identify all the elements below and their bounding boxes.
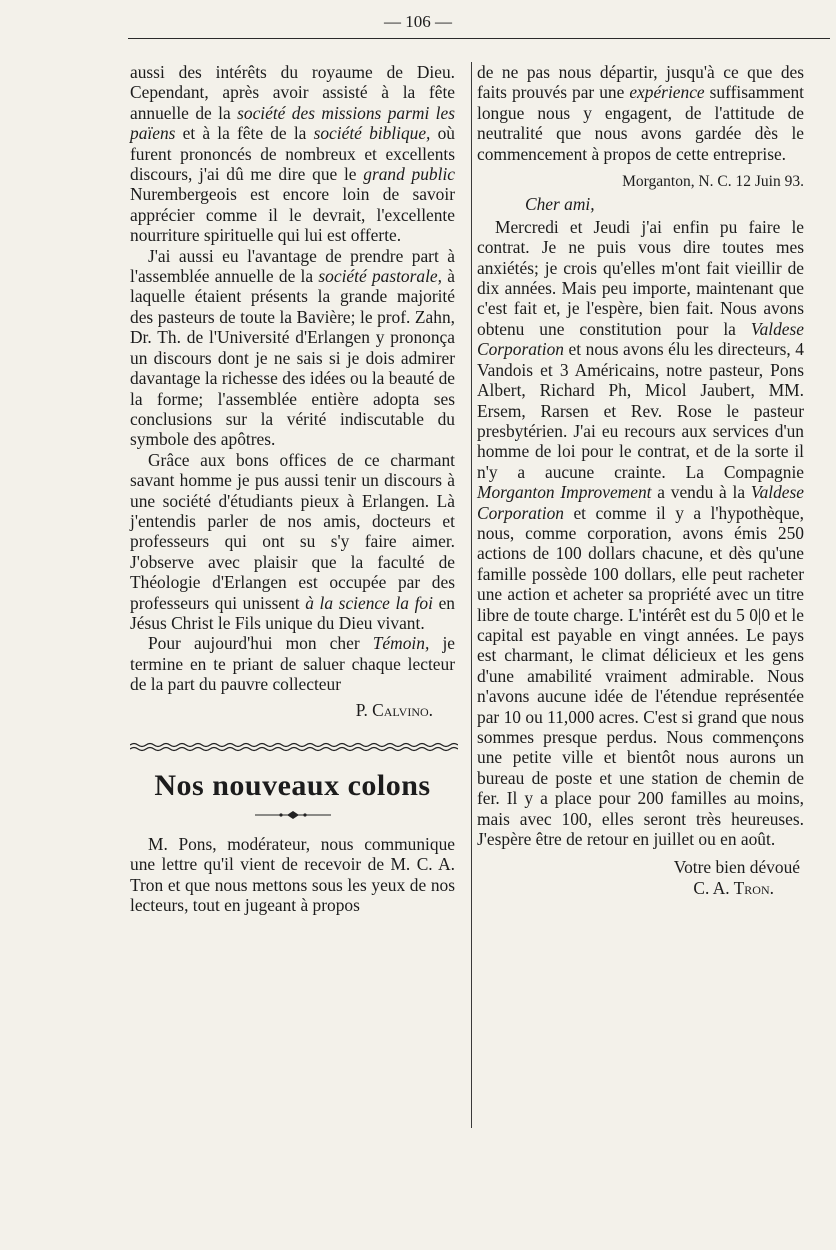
letter-dateline: Morganton, N. C. 12 Juin 93. [622,173,804,191]
letter-closing: Votre bien dévoué [673,857,800,878]
top-rule [128,38,830,39]
letter-salutation: Cher ami, [525,194,595,215]
ornament-divider [130,808,455,822]
paragraph-neutrality: de ne pas nous départir, jusqu'à ce que des faits prouvés par une expérience suffisamment longue nous y engagent, de l'attitude de neutralité que nous avons gardée dès le commencement à propos de cette entreprise. [477,62,804,164]
column-divider [471,62,472,1128]
right-column [477,62,804,898]
signature-calvino: P. Calvino. [355,699,433,720]
paragraph-pastoral-assembly: J'ai aussi eu l'avantage de prendre part à l'assemblée annuelle de la société pastorale, à laquelle étaient présents la grande majorité des pasteurs de toute la Bavière; le prof. Zahn, Dr. Th. de l'Université d'Erlangen y prononça un discours dont je ne sais si je dois admirer davantage la richesse des idées ou la beauté de la forme; l'assemblée entière adopta ses conclusions sur la vérité indiscutable du symbole des apôtres. [130,245,455,450]
section-title: Nos nouveaux colons [154,769,431,802]
left-column [130,62,455,916]
paragraph-closing: Pour aujourd'hui mon cher Témoin, je termine en te priant de saluer chaque lecteur de la part du pauvre collecteur [130,633,455,695]
page-number: — 106 — [384,12,452,31]
paragraph-letter-body: Mercredi et Jeudi j'ai enfin pu faire le contrat. Je ne puis vous dire toutes mes anxiétés; je crois qu'elles m'ont fait vieillir de dix années. Mais peu importe, maintenant que c'est fait et, je l'espère, bien fait. Nous avons obtenu une constitution pour la Valdese Corporation et nous avons élu les directeurs, 4 Vandois et 3 Américains, notre pasteur, Pons Albert, Richard Ph, Micol Jaubert, MM. Ersem, Rarsen et Rev. Rose le pasteur presbytérien. J'ai eu recours aux services d'un homme de loi pour le contrat, et de la sorte il n'y a aucune crainte. La Compagnie Morganton Improvement a vendu à la Valdese Corporation et comme il y a l'hypothèque, nous, comme corporation, avons émis 250 actions de 100 dollars chacune, et dès qu'une famille possède 100 dollars, elle peut racheter une action et acheter sa propriété avec un titre libre de toute charge. L'intérêt est du 5 0|0 et le capital est payable en vingt années. Le pays est charmant, le climat délicieux et les gens d'une amabilité vraiment admirable. Nous n'avons aucune idée de l'étendue représentée par 10 ou 11,000 acres. C'est si grand que nous sommes presque perdus. Nous commençons une petite ville et bientôt nous aurons un bureau de poste et une station de chemin de fer. Il y a place pour 200 familles au moins, mais avec 100, elles seront très heureuses. J'espère être de retour en juillet ou en août. [477,216,804,850]
wavy-rule [130,742,458,752]
paragraph-nuremberg: aussi des intérêts du royaume de Dieu. Cependant, après avoir assisté à la fête annuelle de la société des missions parmi les païens et à la fête de la société biblique, où furent prononcés de nombreux et excellents discours, j'ai dû me dire que le grand public Nurembergeois est encore loin de savoir apprécier comme il le devrait, l'excellente nourriture spirituelle qui lui est offerte. [130,62,456,246]
paragraph-erlangen: Grâce aux bons offices de ce charmant savant homme je pus aussi tenir un discours à une société d'étudiants pieux à Erlangen. Là j'entendis parler de nos amis, docteurs et professeurs qui ont su s'y faire aimer. J'observe avec plaisir que la faculté de Théologie d'Erlangen est occupée par des professeurs qui unissent à la science la foi en Jésus Christ le Fils unique du Dieu vivant. [130,449,455,633]
signature-tron: C. A. Tron. [693,877,774,898]
paragraph-intro-letter: M. Pons, modérateur, nous communique une lettre qu'il vient de recevoir de M. C. A. Tron et que nous mettons sous les yeux de nos lecteurs, tout en jugeant à propos [130,834,455,916]
